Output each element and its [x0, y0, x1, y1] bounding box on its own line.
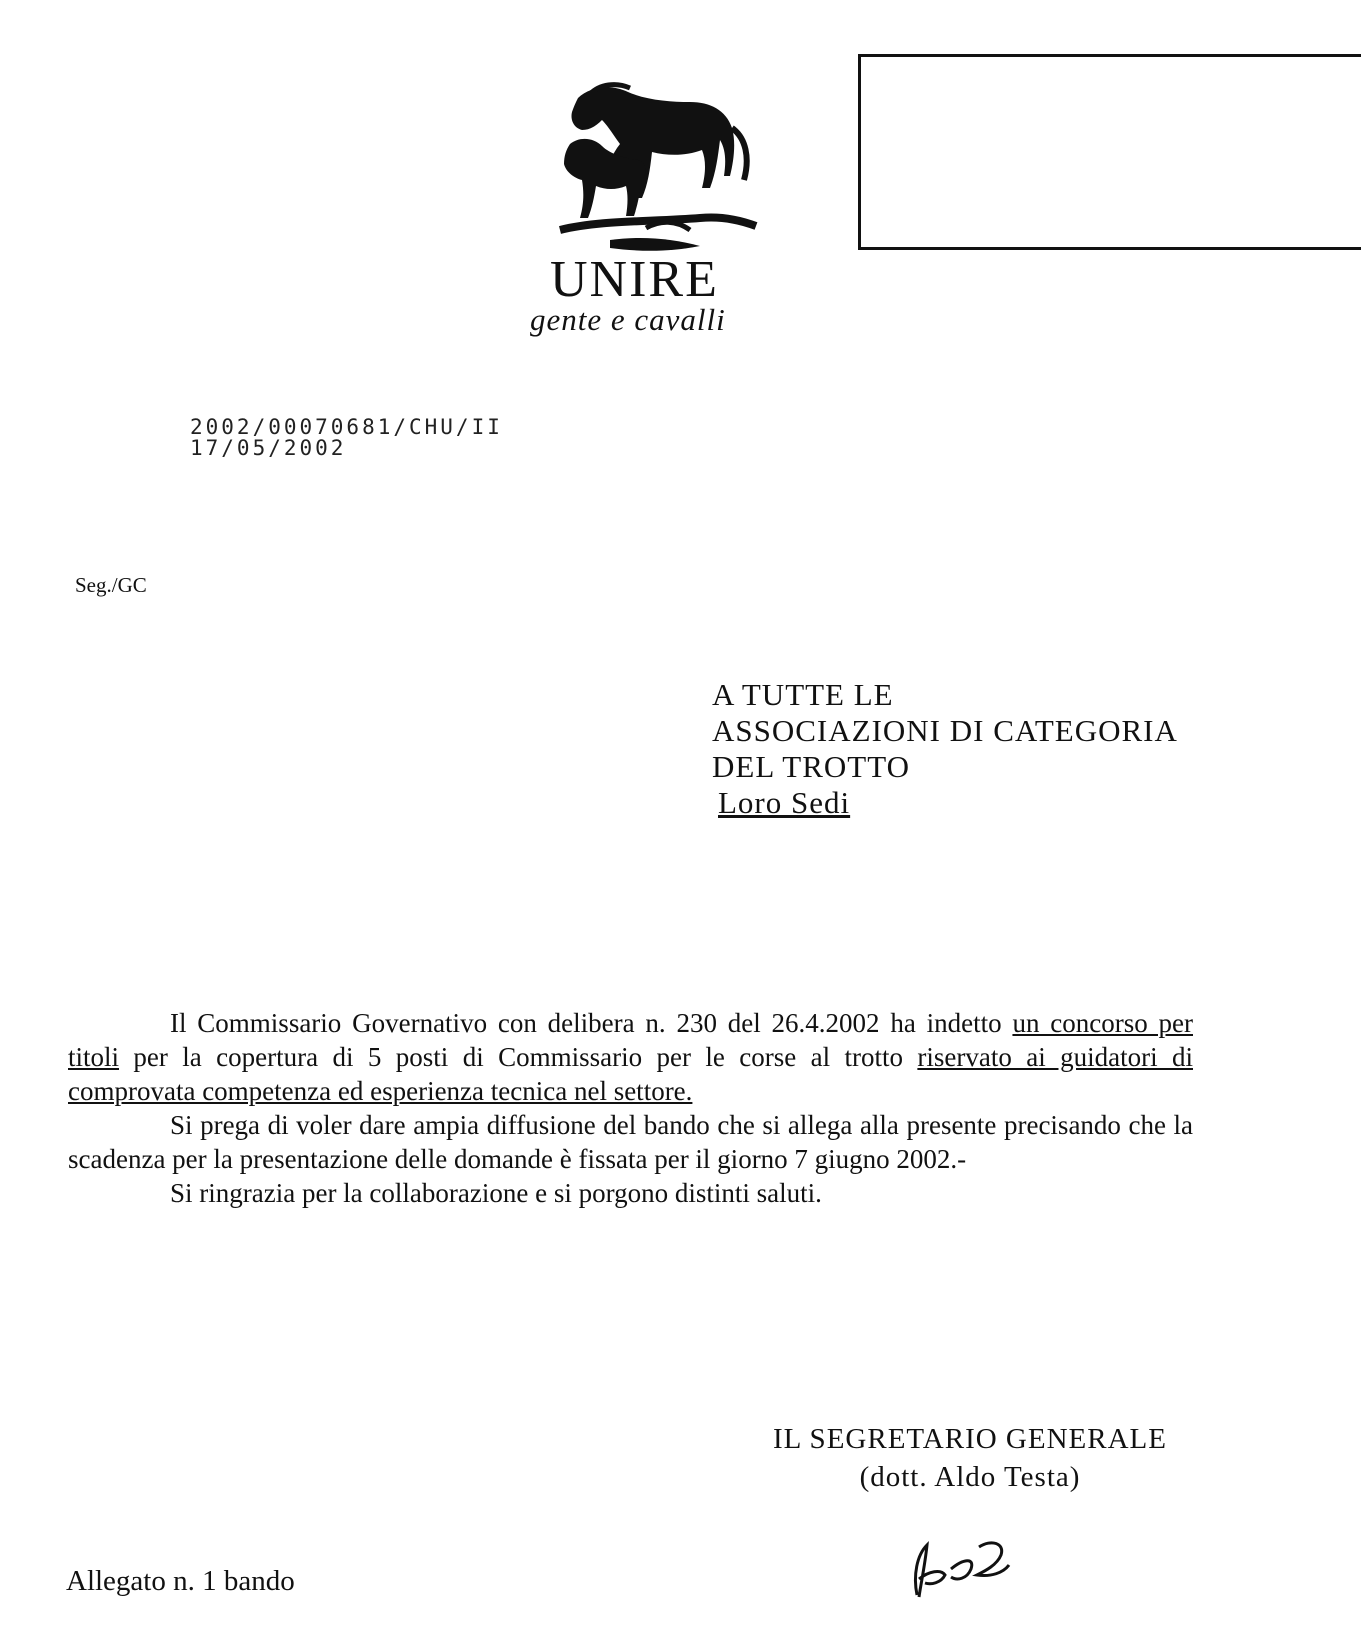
- attachment-note: Allegato n. 1 bando: [66, 1565, 295, 1597]
- reference-code: Seg./GC: [75, 573, 147, 597]
- paragraph-text: per la copertura di 5 posti di Commissario per le corse al trotto: [119, 1042, 918, 1072]
- underlined-text: riservato ai guidatori di comprovata competenza ed esperienza tecnica nel settore.: [68, 1042, 1193, 1106]
- protocol-date: 17/05/2002: [190, 436, 347, 460]
- logo-wordmark: UNIRE: [550, 251, 719, 308]
- addressee-line: ASSOCIAZIONI DI CATEGORIA: [712, 713, 1178, 748]
- protocol-stamp: [190, 417, 503, 459]
- signatory-title: IL SEGRETARIO GENERALE: [773, 1423, 1167, 1455]
- handwritten-initials-icon: [905, 1535, 1015, 1605]
- underlined-text: un concorso per titoli: [68, 1008, 1193, 1072]
- addressee-line: DEL TROTTO: [712, 749, 910, 784]
- paragraph: Si ringrazia per la collaborazione e si porgono distinti saluti.: [170, 1178, 822, 1208]
- addressee-line: A TUTTE LE: [712, 677, 894, 712]
- paragraph-text: Il Commissario Governativo con delibera n. 230 del 26.4.2002 ha indetto: [170, 1008, 1013, 1038]
- addressee-line: Loro Sedi: [718, 785, 851, 820]
- horse-logo-icon: [550, 80, 760, 255]
- signatory-name: (dott. Aldo Testa): [859, 1461, 1081, 1493]
- stamp-box: [858, 54, 1361, 250]
- paragraph: [68, 1006, 1193, 1108]
- signature-block: [740, 1420, 1200, 1496]
- letterhead-logo: [520, 80, 790, 355]
- addressee-block: [712, 677, 1178, 821]
- paragraph: Si prega di voler dare ampia diffusione del bando che si allega alla presente precisando che la scadenza per la presentazione delle domande è fissata per il giorno 7 giugno 2002.-: [68, 1110, 1193, 1174]
- logo-tagline: gente e cavalli: [530, 302, 726, 337]
- letter-body: [68, 1006, 1193, 1210]
- protocol-number: 2002/00070681/CHU/II: [190, 415, 503, 439]
